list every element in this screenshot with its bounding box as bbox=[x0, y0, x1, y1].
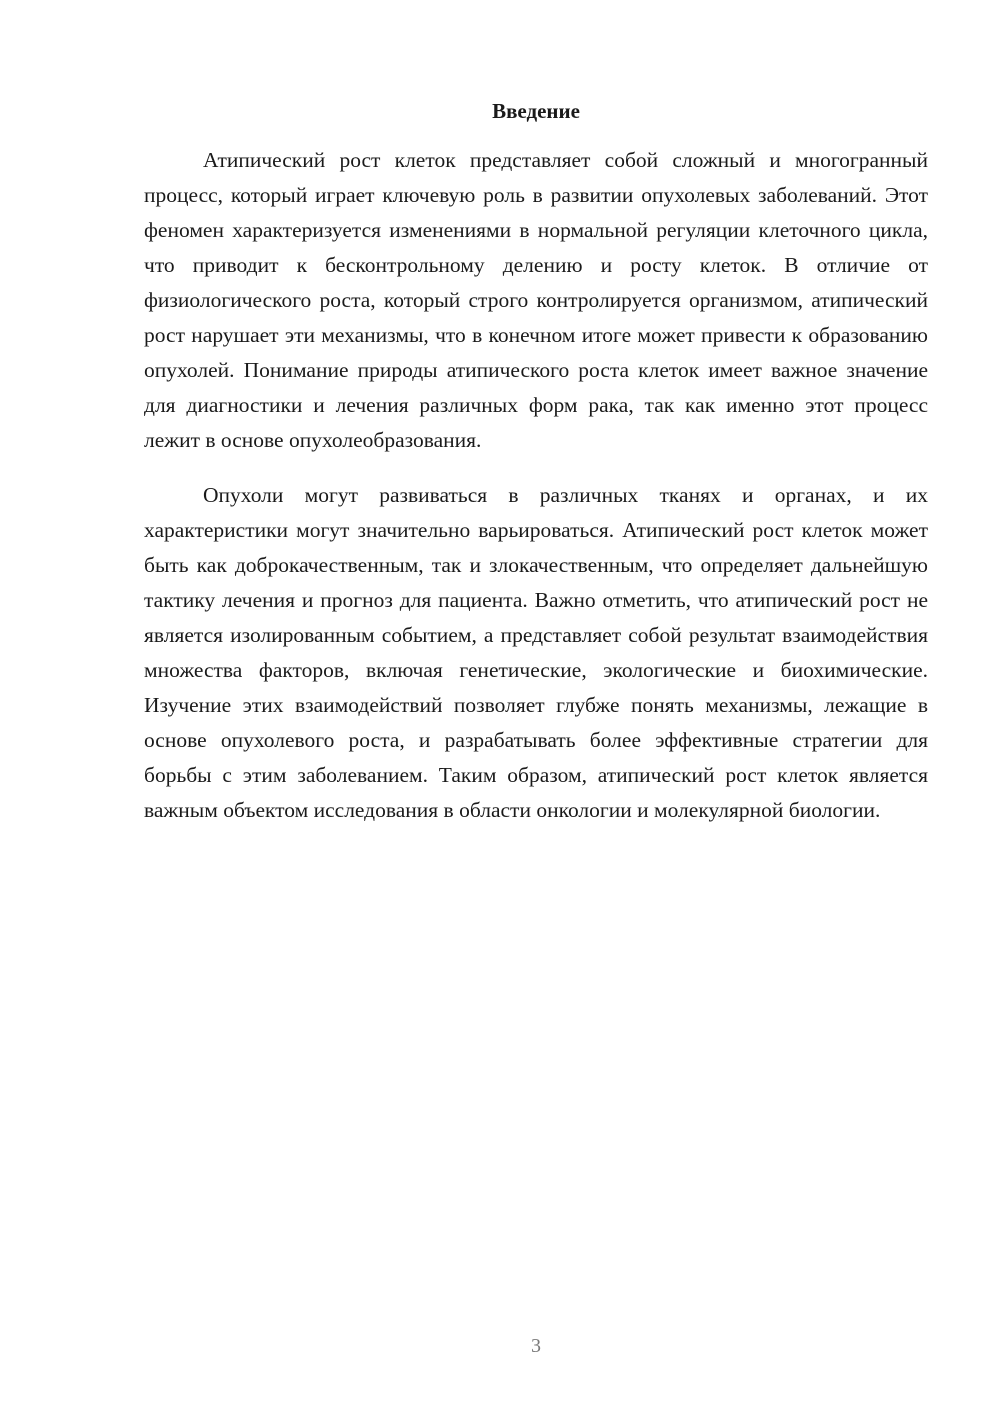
paragraph-1: Атипический рост клеток представляет собой сложный и многогранный процесс, который играет ключевую роль в развитии опухолевых заболеваний. Этот феномен характеризуется изменениями в нормальной регуляции клеточного цикла, что приводит к бесконтрольному делению и росту клеток. В отличие от физиологического роста, который строго контролируется организмом, атипический рост нарушает эти механизмы, что в конечном итоге может привести к образованию опухолей. Понимание природы атипического роста клеток имеет важное значение для диагностики и лечения различных форм рака, так как именно этот процесс лежит в основе опухолеобразования. bbox=[144, 148, 928, 452]
section-title: Введение bbox=[492, 99, 580, 123]
paragraph-2: Опухоли могут развиваться в различных тканях и органах, и их характеристики могут значительно варьироваться. Атипический рост клеток может быть как доброкачественным, так и злокачественным, что определяет дальнейшую тактику лечения и прогноз для пациента. Важно отметить, что атипический рост не является изолированным событием, а представляет собой результат взаимодействия множества факторов, включая генетические, экологические и биохимические. Изучение этих взаимодействий позволяет глубже понять механизмы, лежащие в основе опухолевого роста, и разрабатывать более эффективные стратегии для борьбы с этим заболеванием. Таким образом, атипический рост клеток является важным объектом исследования в области онкологии и молекулярной биологии. bbox=[144, 483, 928, 822]
document-page bbox=[144, 0, 928, 1414]
body-text bbox=[144, 143, 928, 828]
page-number: 3 bbox=[531, 1335, 541, 1357]
